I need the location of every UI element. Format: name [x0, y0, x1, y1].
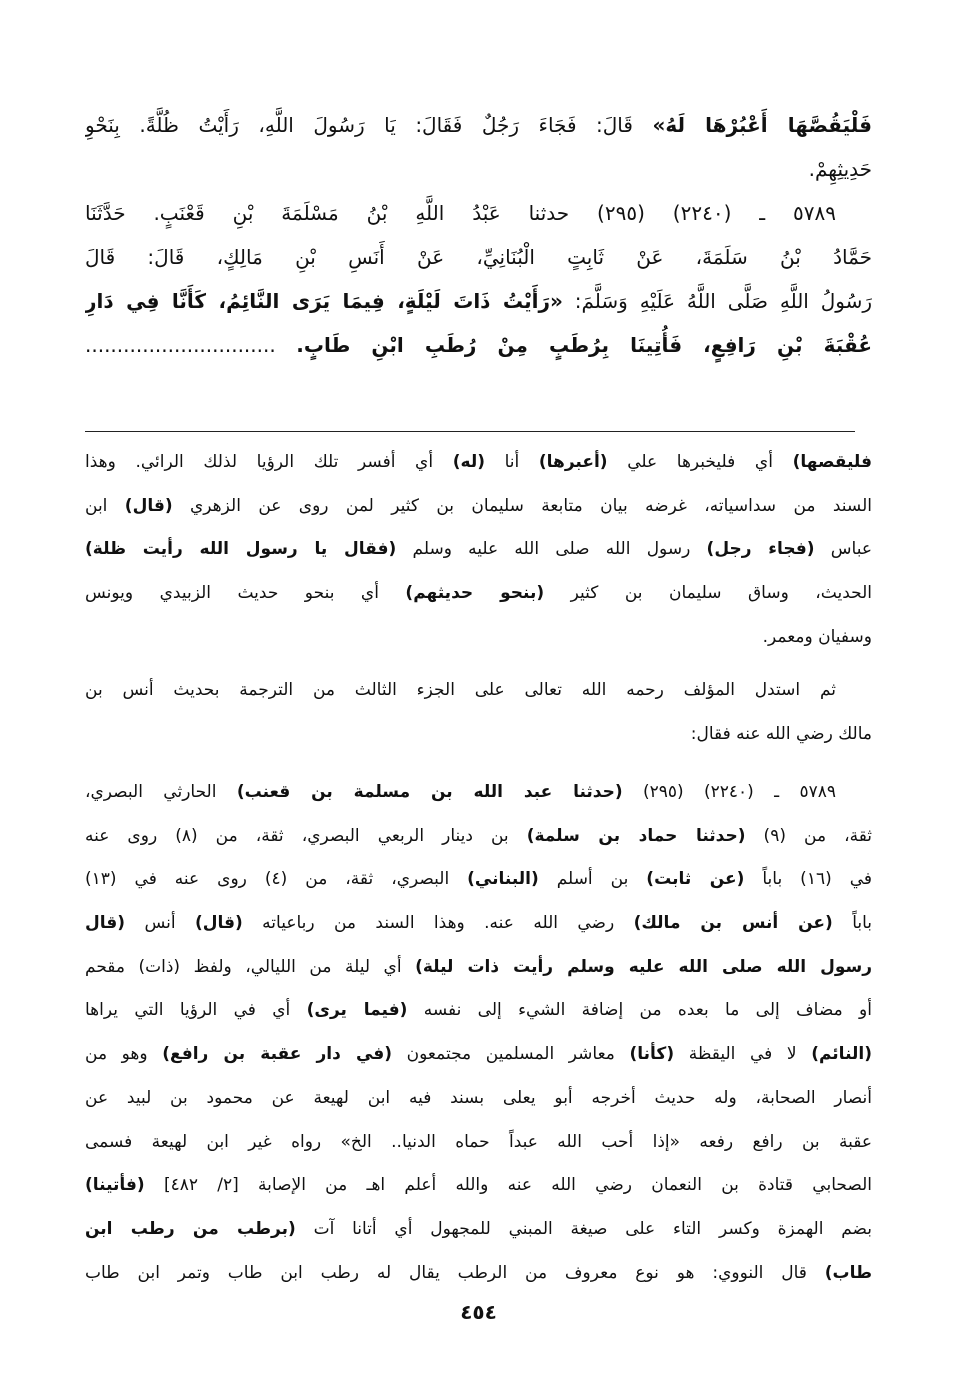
text-segment: أنصار الصحابة، وله حديث أخرجه أبو يعلى بسند فيه ابن لهيعة عن محمود بن لبيد عن — [85, 1087, 872, 1108]
bold-text-segment: (عن ثابت) — [646, 869, 745, 890]
text-segment: أي بنحو حديث الزبيدي ويونس — [85, 583, 406, 604]
text-segment: الحديث، وساق سليمان بن كثير — [544, 583, 872, 604]
bold-text-segment: (البناني) — [467, 869, 539, 890]
text-segment: باباً — [832, 913, 872, 934]
text-segment: مالك رضي الله عنه فقال: — [690, 723, 872, 744]
text-line — [85, 858, 872, 902]
bold-text-segment: طاب) — [824, 1262, 872, 1283]
bold-text-segment: رسول الله صلى الله عليه وسلم رأيت ذات ليلة) — [415, 956, 872, 977]
text-line — [85, 441, 872, 485]
text-segment: البصري، ثقة، من (٤) روى عنه في (١٣) — [85, 869, 468, 890]
text-segment: أنس — [125, 913, 195, 934]
bold-text-segment: (بنحو حديثهم) — [405, 583, 545, 604]
bold-text-segment: فليقصها) — [792, 452, 872, 472]
text-segment: ابن — [85, 495, 125, 516]
bold-text-segment: (عن أنس بن مالك) — [633, 913, 833, 934]
text-segment: الحارثي البصري، — [85, 782, 237, 802]
bold-text-segment: (قال) — [124, 495, 173, 516]
bold-text-segment: (حدثنا عبد الله بن مسلمة بن قعنب) — [236, 782, 623, 802]
text-line — [85, 103, 872, 147]
text-segment: أنا — [484, 452, 539, 472]
text-line — [85, 1164, 872, 1208]
text-line — [85, 1077, 872, 1121]
bold-text-segment: (أعبرها) — [538, 452, 608, 472]
text-segment: رَسُولُ اللَّهِ صَلَّى اللَّهُ عَلَيْهِ وَسَلَّمَ: — [562, 289, 872, 313]
text-segment: أي فليخبرها علي — [607, 452, 793, 472]
bold-text-segment: فَلْيَقُصَّهَا أَعْبُرْهَا لَهُ» — [652, 113, 872, 137]
text-segment: رسول الله صلى الله عليه وسلم — [396, 539, 707, 560]
commentary-paragraph-3 — [85, 771, 872, 1295]
text-segment: قال النووي: هو نوع معروف من الرطب يقال له رطب ابن طاب وتمر ابن طاب — [85, 1262, 825, 1283]
commentary-paragraph-2 — [85, 669, 872, 756]
text-segment: أو مضاف إلى ما بعده من إضافة الشيء إلى نفسه — [407, 1000, 872, 1021]
text-segment: ٥٧٨٩ ـ (٢٢٤٠) (٢٩٥) — [622, 782, 837, 802]
text-segment: حَمَّادُ بْنُ سَلَمَةَ، عَنْ ثَابِتٍ الْبُنَانِيِّ، عَنْ أَنَسِ بْنِ مَالِكٍ، قَالَ: قَالَ — [85, 245, 872, 269]
footnote-separator — [85, 431, 855, 432]
bold-text-segment: (قال) — [194, 913, 243, 934]
text-line — [85, 1121, 872, 1165]
bold-text-segment: (في دار عقبة بن رافع) — [162, 1044, 393, 1065]
text-line — [85, 1252, 872, 1296]
text-line — [85, 771, 872, 815]
bold-text-segment: (فجاء رجل) — [706, 539, 815, 560]
text-segment: قَالَ: فَجَاءَ رَجُلٌ فَقَالَ: يَا رَسُولَ اللَّهِ، رَأَيْتُ ظُلَّةً. بِنَحْوِ — [85, 113, 653, 137]
text-segment: معاشر المسلمين مجتمعون — [392, 1044, 630, 1065]
hadith-text — [85, 103, 872, 367]
bold-text-segment: (النائم) — [811, 1044, 872, 1065]
text-line — [85, 1033, 872, 1077]
bold-text-segment: (له) — [452, 452, 485, 472]
bold-text-segment: (فأتينا) — [85, 1175, 145, 1196]
bold-text-segment: (كأنا) — [629, 1044, 675, 1065]
bold-text-segment: (فيما يرى) — [306, 1000, 408, 1021]
text-segment: ثم استدل المؤلف رحمه الله تعالى على الجزء الثالث من الترجمة بحديث أنس بن — [85, 680, 836, 700]
text-segment: بن أسلم — [538, 869, 647, 890]
text-line — [85, 147, 872, 191]
text-segment: عقبة بن رافع رفعه «إذا أحب الله عبداً حماه الدنيا.. الخ» رواه غير ابن لهيعة فسمى — [85, 1131, 872, 1152]
text-segment: ٥٧٨٩ ـ (٢٢٤٠) (٢٩٥) حدثنا عَبْدُ اللَّهِ بْنُ مَسْلَمَةَ بْنِ قَعْنَبٍ. حَدَّثَنَا — [85, 201, 836, 225]
text-segment: رضي الله عنه. وهذا السند من رباعياته — [242, 913, 634, 934]
bold-text-segment: عُقْبَةَ بْنِ رَافِعٍ، فَأُتِينَا بِرُطَبٍ مِنْ رُطَبِ ابْنِ طَابٍ. — [296, 333, 872, 357]
text-line — [85, 616, 872, 660]
text-line — [85, 669, 872, 713]
text-segment: في (١٦) باباً — [744, 869, 872, 890]
bold-text-segment: (قال — [85, 913, 126, 934]
text-segment: الصحابي قتادة بن النعمان رضي الله عنه والله أعلم اهـ من الإصابة [٢/ ٤٨٢] — [144, 1175, 872, 1196]
bold-text-segment: (حدثنا حماد بن سلمة) — [526, 825, 746, 846]
text-segment: ثقة، من (٩) — [745, 825, 872, 846]
text-line — [85, 323, 872, 367]
text-line — [85, 572, 872, 616]
text-segment: لا في اليقظة — [674, 1044, 812, 1065]
text-line — [85, 485, 872, 529]
text-segment: بن دينار الربعي البصري، ثقة، من (٨) روى عنه — [85, 825, 527, 846]
text-line — [85, 815, 872, 859]
text-segment: وسفيان ومعمر. — [762, 626, 872, 647]
text-segment: السند من سداسياته، غرضه بيان متابعة سليمان بن كثير لمن روى عن الزهري — [172, 495, 872, 516]
text-line — [85, 902, 872, 946]
text-segment: أي ليلة من الليالي، ولفظ (ذات) مقحم — [85, 956, 416, 977]
text-line — [85, 191, 872, 235]
bold-text-segment: (برطب من رطب ابن — [85, 1218, 296, 1239]
text-segment: أي في الرؤيا التي يراها — [85, 1000, 307, 1021]
text-line — [85, 989, 872, 1033]
bold-text-segment: (فقال يا رسول الله رأيت ظلة) — [85, 539, 397, 560]
page-number: ٤٥٤ — [460, 1300, 497, 1324]
text-line — [85, 528, 872, 572]
text-line — [85, 279, 872, 323]
text-line — [85, 1208, 872, 1252]
text-segment: .............................. — [85, 333, 297, 357]
text-line — [85, 713, 872, 757]
text-segment: أي أفسر تلك الرؤيا لذلك الرائي. وهذا — [85, 452, 453, 472]
text-line — [85, 946, 872, 990]
commentary-paragraph-1 — [85, 441, 872, 659]
text-segment: عباس — [814, 539, 872, 560]
text-segment: وهو من — [85, 1044, 163, 1065]
text-segment: بضم الهمزة وكسر التاء على صيغة المبني للمجهول أي أتانا آت — [295, 1218, 872, 1239]
text-segment: حَدِيثِهِمْ. — [808, 157, 872, 181]
text-line — [85, 235, 872, 279]
bold-text-segment: «رَأَيْتُ ذَاتَ لَيْلَةٍ، فِيمَا يَرَى النَّائِمُ، كَأَنَّا فِي دَارِ — [85, 289, 563, 313]
